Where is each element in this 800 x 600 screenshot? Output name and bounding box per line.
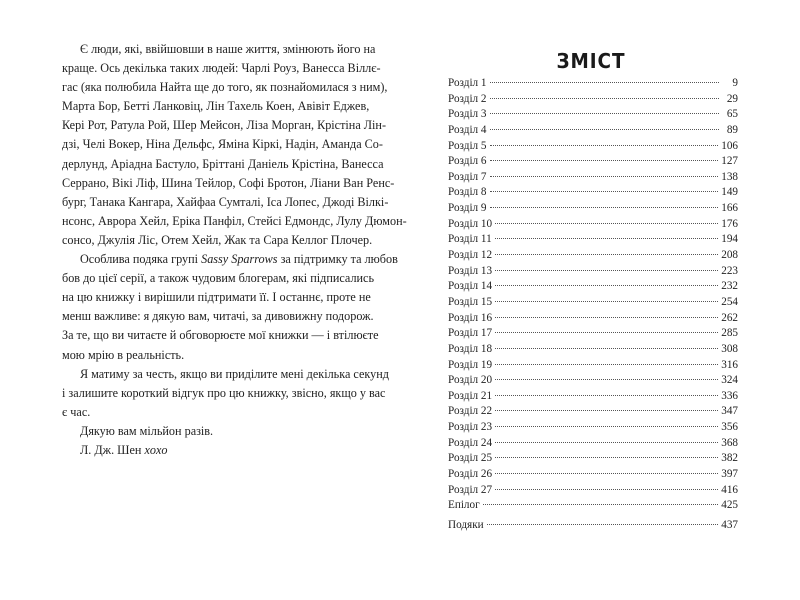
toc-entry[interactable] xyxy=(448,170,738,186)
toc-entry-page: 416 xyxy=(721,483,738,496)
toc-leader-dots xyxy=(495,379,718,380)
toc-entry[interactable] xyxy=(448,201,738,217)
ack-line: Марта Бор, Бетті Ланковіц, Лін Тахель Коен, Авівіт Еджев, xyxy=(62,99,370,114)
toc-entry[interactable] xyxy=(448,498,738,514)
toc-entry-page: 106 xyxy=(721,139,738,152)
ack-text: Особлива подяка групі xyxy=(80,252,202,267)
toc-entry-label: Розділ 13 xyxy=(448,264,493,277)
toc-entry-page: 324 xyxy=(721,374,738,387)
toc-leader-dots xyxy=(483,504,719,505)
ack-line: краще. Ось декілька таких людей: Чарлі Роуз, Ванесса Віллє- xyxy=(62,61,381,76)
toc-leader-dots xyxy=(495,332,718,333)
toc-entry-label: Розділ 11 xyxy=(448,233,492,246)
toc-entry-page: 65 xyxy=(726,108,738,121)
toc-leader-dots xyxy=(495,317,718,318)
toc-entry-label: Розділ 10 xyxy=(448,217,493,230)
toc-entry[interactable] xyxy=(448,436,738,452)
ack-line: і залишите короткий відгук про цю книжку, звісно, якщо у вас xyxy=(62,385,386,400)
toc-entry-label: Розділ 25 xyxy=(448,452,493,465)
toc-leader-dots xyxy=(495,238,719,239)
toc-entry-label: Розділ 14 xyxy=(448,280,493,293)
ack-line: є час. xyxy=(62,404,91,419)
toc-entry-label: Розділ 18 xyxy=(448,342,493,355)
toc-entry-page: 368 xyxy=(721,436,738,449)
toc-entry-page: 336 xyxy=(721,389,738,402)
ack-line: менш важливе: я дякую вам, читачі, за дивовижну подорож. xyxy=(62,309,374,324)
toc-leader-dots xyxy=(490,160,719,161)
toc-entry[interactable] xyxy=(448,483,738,499)
ack-line: Є люди, які, ввійшовши в наше життя, змінюють його на xyxy=(80,42,376,56)
toc-entry-page: 425 xyxy=(721,499,738,512)
toc-entry-page: 208 xyxy=(721,249,738,262)
toc-leader-dots xyxy=(495,457,718,458)
ack-line: на цю книжку і вирішили підтримати її. І останнє, проте не xyxy=(62,290,371,305)
group-name: Sassy Sparrows xyxy=(201,252,278,267)
toc-entry-page: 308 xyxy=(721,342,738,355)
toc-entry[interactable] xyxy=(448,311,738,327)
toc-entry[interactable] xyxy=(448,342,738,358)
ack-p2-first-line xyxy=(62,250,398,269)
toc-entry[interactable] xyxy=(448,217,738,233)
toc-entry-label: Епілог xyxy=(448,499,480,512)
ack-text: за підтримку та любов xyxy=(277,252,398,267)
signature xyxy=(62,441,356,460)
toc-entry[interactable] xyxy=(448,248,738,264)
toc-leader-dots xyxy=(487,524,719,525)
toc-entry-label: Розділ 23 xyxy=(448,421,493,434)
toc-entry-label: Розділ 6 xyxy=(448,155,487,168)
ack-line: дзі, Челі Вокер, Ніна Дельфс, Яміна Кіркі, Надін, Аманда Со- xyxy=(62,137,383,152)
toc-entry[interactable] xyxy=(448,185,738,201)
toc-entry[interactable] xyxy=(448,139,738,155)
toc-entry[interactable] xyxy=(448,279,738,295)
ack-line: гас (яка полюбила Найта ще до того, як познайомилася з ним), xyxy=(62,80,388,95)
toc-entry[interactable] xyxy=(448,123,738,139)
toc-entry-page: 166 xyxy=(721,202,738,215)
toc-entry-label: Розділ 3 xyxy=(448,108,487,121)
acknowledgements-text xyxy=(62,40,407,460)
toc-entry-page: 254 xyxy=(721,295,738,308)
toc-leader-dots xyxy=(495,473,718,474)
toc-leader-dots xyxy=(490,82,719,83)
toc-entry-page: 223 xyxy=(721,264,738,277)
ack-line: Серрано, Вікі Ліф, Шина Тейлор, Софі Бротон, Ліани Ван Ренс- xyxy=(62,175,395,190)
toc-entry-label: Подяки xyxy=(448,518,484,531)
toc-entry-label: Розділ 24 xyxy=(448,436,493,449)
toc-entry-label: Розділ 19 xyxy=(448,358,493,371)
toc-entry-label: Розділ 20 xyxy=(448,374,493,387)
toc-entry-label: Розділ 21 xyxy=(448,389,493,402)
toc-leader-dots xyxy=(495,254,718,255)
toc-entry-page: 176 xyxy=(721,217,738,230)
toc-entry[interactable] xyxy=(448,295,738,311)
ack-line: сонсо, Джулія Ліс, Отем Хейл, Жак та Сара Келлог Плочер. xyxy=(62,232,373,247)
toc-entry[interactable] xyxy=(448,154,738,170)
ack-line: дерлунд, Аріадна Бастуло, Бріттані Даніель Крістіна, Ванесса xyxy=(62,156,384,171)
toc-leader-dots xyxy=(495,301,718,302)
toc-entry-label: Розділ 4 xyxy=(448,123,487,136)
toc-entry[interactable] xyxy=(448,404,738,420)
toc-entry-label: Розділ 16 xyxy=(448,311,493,324)
toc-entry-label: Розділ 12 xyxy=(448,249,493,262)
toc-entry-page: 397 xyxy=(721,468,738,481)
toc-entry-page: 356 xyxy=(721,421,738,434)
toc-leader-dots xyxy=(495,489,718,490)
toc-entry-page: 29 xyxy=(726,92,738,105)
toc-entry[interactable] xyxy=(448,92,738,108)
toc-leader-dots xyxy=(490,191,719,192)
toc-entry[interactable] xyxy=(448,373,738,389)
ack-line: Я матиму за честь, якщо ви приділите мені декілька секунд xyxy=(80,366,389,381)
toc-entry[interactable] xyxy=(448,358,738,374)
toc-leader-dots xyxy=(495,223,718,224)
toc-entry-page: 89 xyxy=(726,123,738,136)
toc-title: ЗМІСТ xyxy=(556,49,626,73)
toc-entry-label: Розділ 8 xyxy=(448,186,487,199)
toc-entry-page: 316 xyxy=(721,358,738,371)
author-name: Л. Дж. Шен xyxy=(80,442,145,457)
table-of-contents xyxy=(448,76,738,534)
toc-leader-dots xyxy=(490,113,719,114)
thanks-line: Дякую вам мільйон разів. xyxy=(80,423,214,438)
toc-entry[interactable] xyxy=(448,467,738,483)
toc-entry-page: 262 xyxy=(721,311,738,324)
toc-leader-dots xyxy=(495,426,718,427)
toc-entry-page: 138 xyxy=(721,170,738,183)
toc-entry-label: Розділ 22 xyxy=(448,405,493,418)
toc-entry[interactable] xyxy=(448,389,738,405)
toc-entry-page: 347 xyxy=(721,405,738,418)
ack-line: нсонс, Аврора Хейл, Еріка Панфіл, Стейсі Едмондс, Лулу Дюмон- xyxy=(62,213,407,228)
toc-leader-dots xyxy=(490,207,719,208)
toc-leader-dots xyxy=(490,129,719,130)
ack-line: бов до цієї серії, а також чудовим блогерам, які підписались xyxy=(62,271,375,286)
toc-entry[interactable] xyxy=(448,420,738,436)
toc-entry[interactable] xyxy=(448,76,738,92)
toc-leader-dots xyxy=(495,410,718,411)
toc-entry-label: Розділ 9 xyxy=(448,202,487,215)
toc-leader-dots xyxy=(495,270,718,271)
ack-line: бург, Танака Кангара, Хайфаа Сумталі, Іса Лопес, Джоді Вілкі- xyxy=(62,194,389,209)
ack-line: мою мрію в реальність. xyxy=(62,347,185,362)
toc-leader-dots xyxy=(495,348,718,349)
toc-entry[interactable] xyxy=(448,451,738,467)
signature-xoxo: xoxo xyxy=(144,442,168,457)
toc-entry-page: 285 xyxy=(721,327,738,340)
toc-leader-dots xyxy=(490,98,719,99)
toc-entry-page: 149 xyxy=(721,186,738,199)
toc-entry[interactable] xyxy=(448,107,738,123)
toc-entry-page: 194 xyxy=(721,233,738,246)
ack-line: За те, що ви читаєте й обговорюєте мої книжки — і втілюєте xyxy=(62,328,379,343)
ack-line: Кері Рот, Ратула Рой, Шер Мейсон, Ліза Морган, Крістіна Лін- xyxy=(62,118,387,133)
toc-entry-page: 232 xyxy=(721,280,738,293)
toc-leader-dots xyxy=(495,395,718,396)
toc-entry-label: Розділ 26 xyxy=(448,468,493,481)
toc-entry[interactable] xyxy=(448,232,738,248)
toc-entry-label: Розділ 5 xyxy=(448,139,487,152)
toc-entry[interactable] xyxy=(448,326,738,342)
toc-leader-dots xyxy=(490,145,719,146)
toc-entry-label: Розділ 2 xyxy=(448,92,487,105)
toc-leader-dots xyxy=(495,285,718,286)
toc-leader-dots xyxy=(490,176,719,177)
toc-entry[interactable] xyxy=(448,264,738,280)
toc-entry-label: Розділ 1 xyxy=(448,77,487,89)
toc-entry-label: Розділ 27 xyxy=(448,483,493,496)
toc-entry-label: Розділ 17 xyxy=(448,327,493,340)
toc-entry[interactable] xyxy=(448,518,738,534)
toc-entry-page: 382 xyxy=(721,452,738,465)
toc-entry-page: 127 xyxy=(721,155,738,168)
toc-entry-label: Розділ 7 xyxy=(448,170,487,183)
toc-leader-dots xyxy=(495,442,718,443)
toc-entry-page: 437 xyxy=(721,518,738,531)
toc-leader-dots xyxy=(495,364,718,365)
toc-entry-label: Розділ 15 xyxy=(448,295,493,308)
toc-entry-page: 9 xyxy=(732,77,738,89)
